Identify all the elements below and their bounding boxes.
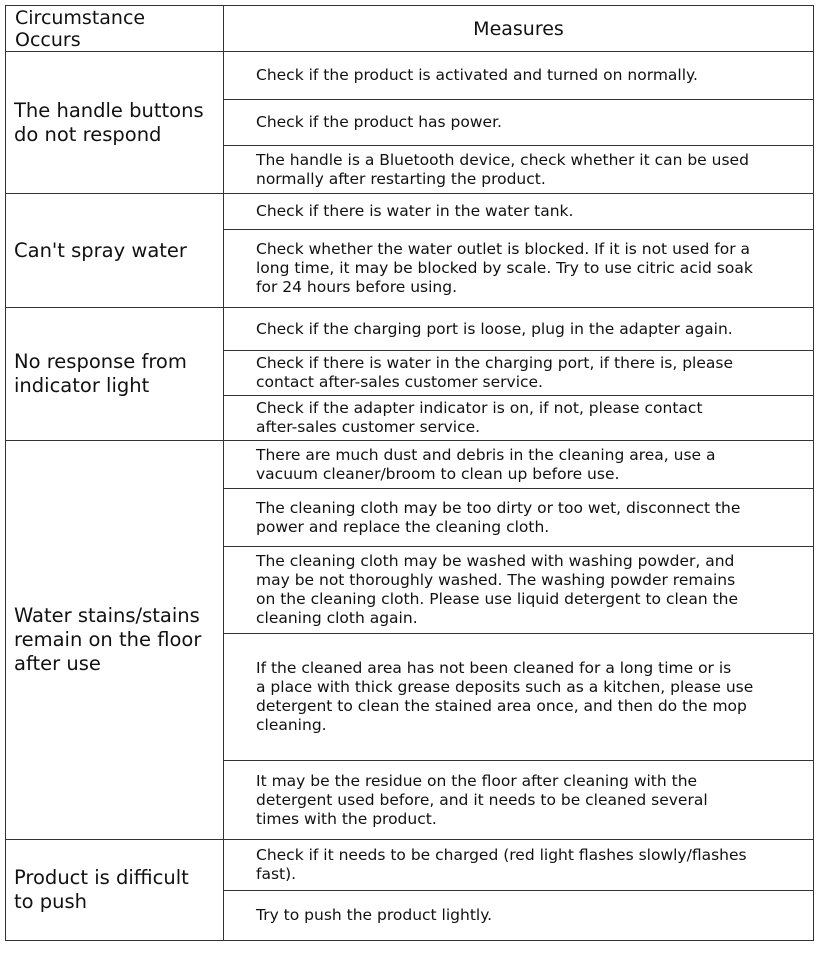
measure-line: vacuum cleaner/broom to clean up before use. bbox=[256, 464, 620, 483]
measure-line: cleaning. bbox=[256, 716, 327, 734]
circumstance-line: remain on the floor bbox=[14, 628, 202, 651]
measure-line: The cleaning cloth may be washed with washing powder, and bbox=[256, 552, 735, 570]
measure-line: a place with thick grease deposits such as a kitchen, please use bbox=[256, 678, 754, 696]
measure-line: normally after restarting the product. bbox=[256, 169, 546, 188]
measure-line: Check if the product has power. bbox=[256, 113, 502, 131]
measure-line: Check if it needs to be charged (red light flashes slowly/flashes bbox=[256, 846, 747, 864]
table-row bbox=[6, 840, 814, 891]
measure-line: long time, it may be blocked by scale. Try to use citric acid soak bbox=[256, 259, 753, 277]
measure-line: If the cleaned area has not been cleaned for a long time or is bbox=[256, 659, 732, 677]
circumstance-cell bbox=[6, 308, 224, 441]
circumstance-line: to push bbox=[14, 890, 88, 913]
measure-line: The cleaning cloth may be too dirty or too wet, disconnect the bbox=[256, 498, 741, 517]
measure-line: It may be the residue on the floor after cleaning with the bbox=[256, 771, 698, 790]
measure-line: contact after-sales customer service. bbox=[256, 373, 543, 391]
measure-line: Check if there is water in the charging port, if there is, please bbox=[256, 354, 734, 372]
circumstance-line: after use bbox=[14, 652, 101, 675]
measure-line: cleaning cloth again. bbox=[256, 609, 418, 627]
measure-line: for 24 hours before using. bbox=[256, 278, 458, 296]
troubleshooting-body bbox=[6, 52, 814, 941]
measure-line: times with the product. bbox=[256, 809, 437, 828]
measure-line: power and replace the cleaning cloth. bbox=[256, 517, 550, 536]
measure-line: Try to push the product lightly. bbox=[256, 906, 493, 924]
circumstance-cell bbox=[6, 441, 224, 840]
table-row bbox=[6, 194, 814, 230]
table-row bbox=[6, 308, 814, 351]
measure-line: may be not thoroughly washed. The washing powder remains bbox=[256, 571, 736, 589]
circumstance-cell bbox=[6, 52, 224, 194]
measure-line: detergent used before, and it needs to be cleaned several bbox=[256, 790, 708, 809]
circumstance-line: indicator light bbox=[14, 374, 150, 397]
measure-cell bbox=[224, 547, 814, 634]
circumstance-line: Can't spray water bbox=[14, 238, 187, 262]
measure-line: Check if the product is activated and turned on normally. bbox=[256, 66, 698, 84]
troubleshooting-table bbox=[5, 5, 814, 941]
circumstance-cell bbox=[6, 194, 224, 308]
measure-line: Check if the charging port is loose, plug in the adapter again. bbox=[256, 319, 733, 338]
circumstance-line: The handle buttons bbox=[14, 98, 204, 122]
measure-cell bbox=[224, 308, 814, 351]
circumstance-header: Circumstance Occurs bbox=[6, 6, 224, 52]
circumstance-line: No response from bbox=[14, 350, 187, 373]
measure-line: after-sales customer service. bbox=[256, 418, 481, 436]
circumstance-line: Water stains/stains bbox=[14, 604, 200, 627]
measure-cell bbox=[224, 634, 814, 761]
measure-cell bbox=[224, 100, 814, 146]
measure-line: detergent to clean the stained area once, and then do the mop bbox=[256, 697, 747, 715]
measure-cell bbox=[224, 230, 814, 308]
measure-cell bbox=[224, 351, 814, 396]
measure-cell bbox=[224, 52, 814, 100]
table-row bbox=[6, 441, 814, 489]
measure-line: on the cleaning cloth. Please use liquid detergent to clean the bbox=[256, 590, 739, 608]
measure-cell bbox=[224, 840, 814, 891]
circumstance-line: Product is difficult bbox=[14, 866, 189, 889]
measure-line: fast). bbox=[256, 865, 297, 883]
measure-line: Check if there is water in the water tank. bbox=[256, 202, 574, 220]
circumstance-cell bbox=[6, 840, 224, 941]
measure-cell bbox=[224, 146, 814, 194]
measure-cell bbox=[224, 441, 814, 489]
measure-line: Check whether the water outlet is blocked. If it is not used for a bbox=[256, 240, 751, 258]
measure-cell bbox=[224, 489, 814, 547]
measure-cell bbox=[224, 396, 814, 441]
circumstance-line: do not respond bbox=[14, 122, 162, 146]
measures-header: Measures bbox=[224, 6, 814, 52]
measure-cell bbox=[224, 761, 814, 840]
measure-line: The handle is a Bluetooth device, check whether it can be used bbox=[256, 150, 749, 169]
table-row bbox=[6, 52, 814, 100]
measure-cell bbox=[224, 891, 814, 941]
header-row bbox=[6, 6, 814, 52]
measure-line: There are much dust and debris in the cleaning area, use a bbox=[256, 445, 716, 464]
measure-cell bbox=[224, 194, 814, 230]
measure-line: Check if the adapter indicator is on, if not, please contact bbox=[256, 399, 703, 417]
